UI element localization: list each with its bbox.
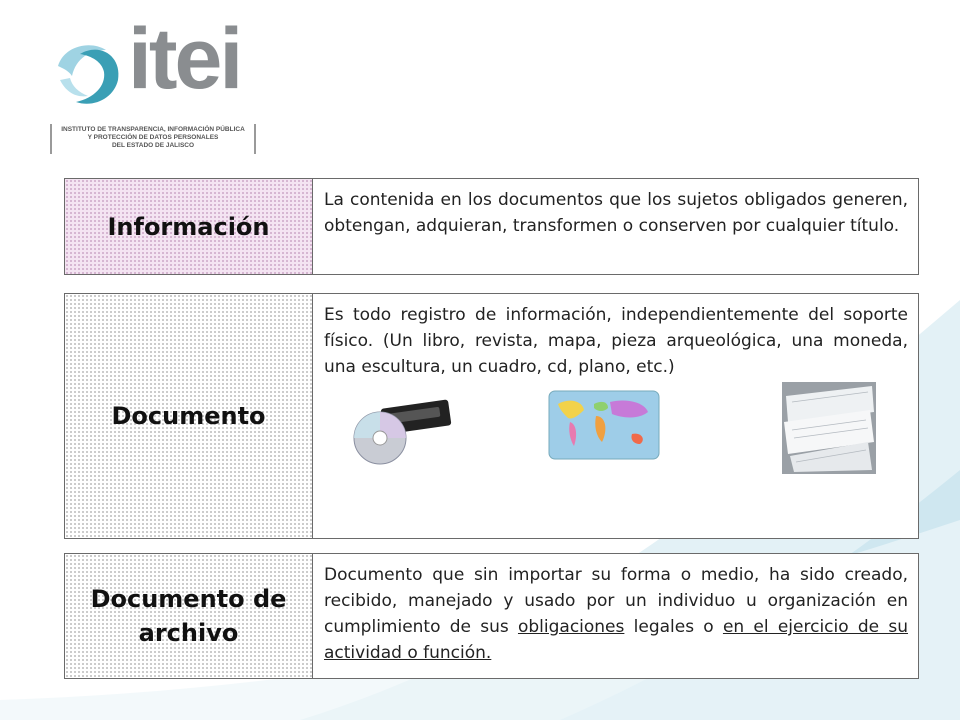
definition-row-informacion [64, 178, 919, 275]
underlined-ejercicio-actividad: en el ejercicio de su actividad o función. [324, 617, 909, 663]
definition-informacion: La contenida en los documentos que los sujetos obligados generen, obtengan, adquieran, transformen o conserven por cualquier título. [324, 190, 908, 236]
definition-documento-text: Es todo registro de información, independientemente del soporte físico. (Un libro, revista, mapa, pieza arqueológica, una moneda, una escultura, un cuadro, cd, plano, etc.) [324, 305, 908, 377]
definition-documento [313, 294, 918, 538]
logo-swirl-icon [50, 36, 130, 116]
underlined-obligaciones: obligaciones [517, 617, 625, 637]
definition-row-documento-de-archivo [64, 553, 919, 679]
itei-logo [50, 11, 270, 155]
term-documento: Documento [65, 294, 313, 538]
term-documento-de-archivo: Documento de archivo [65, 554, 313, 678]
logo-subtitle: INSTITUTO DE TRANSPARENCIA, INFORMACIÓN PÚBLICA Y PROTECCIÓN DE DATOS PERSONALES DEL ESTADO DE JALISCO [50, 124, 256, 154]
definition-documento-de-archivo: Documento que sin importar su forma o medio, ha sido creado, recibido, manejado y usado por un individuo u organización en cumplimiento de sus obligaciones legales o en el ejercicio de su actividad o función. [324, 565, 909, 663]
world-map-image [548, 390, 660, 460]
document-examples [324, 390, 908, 490]
blueprint-rolls-image [782, 382, 876, 474]
logo-wordmark: itei [128, 11, 241, 107]
term-informacion: Información [65, 179, 313, 274]
definition-row-documento [64, 293, 919, 539]
cd-and-cassette-image [344, 398, 454, 468]
